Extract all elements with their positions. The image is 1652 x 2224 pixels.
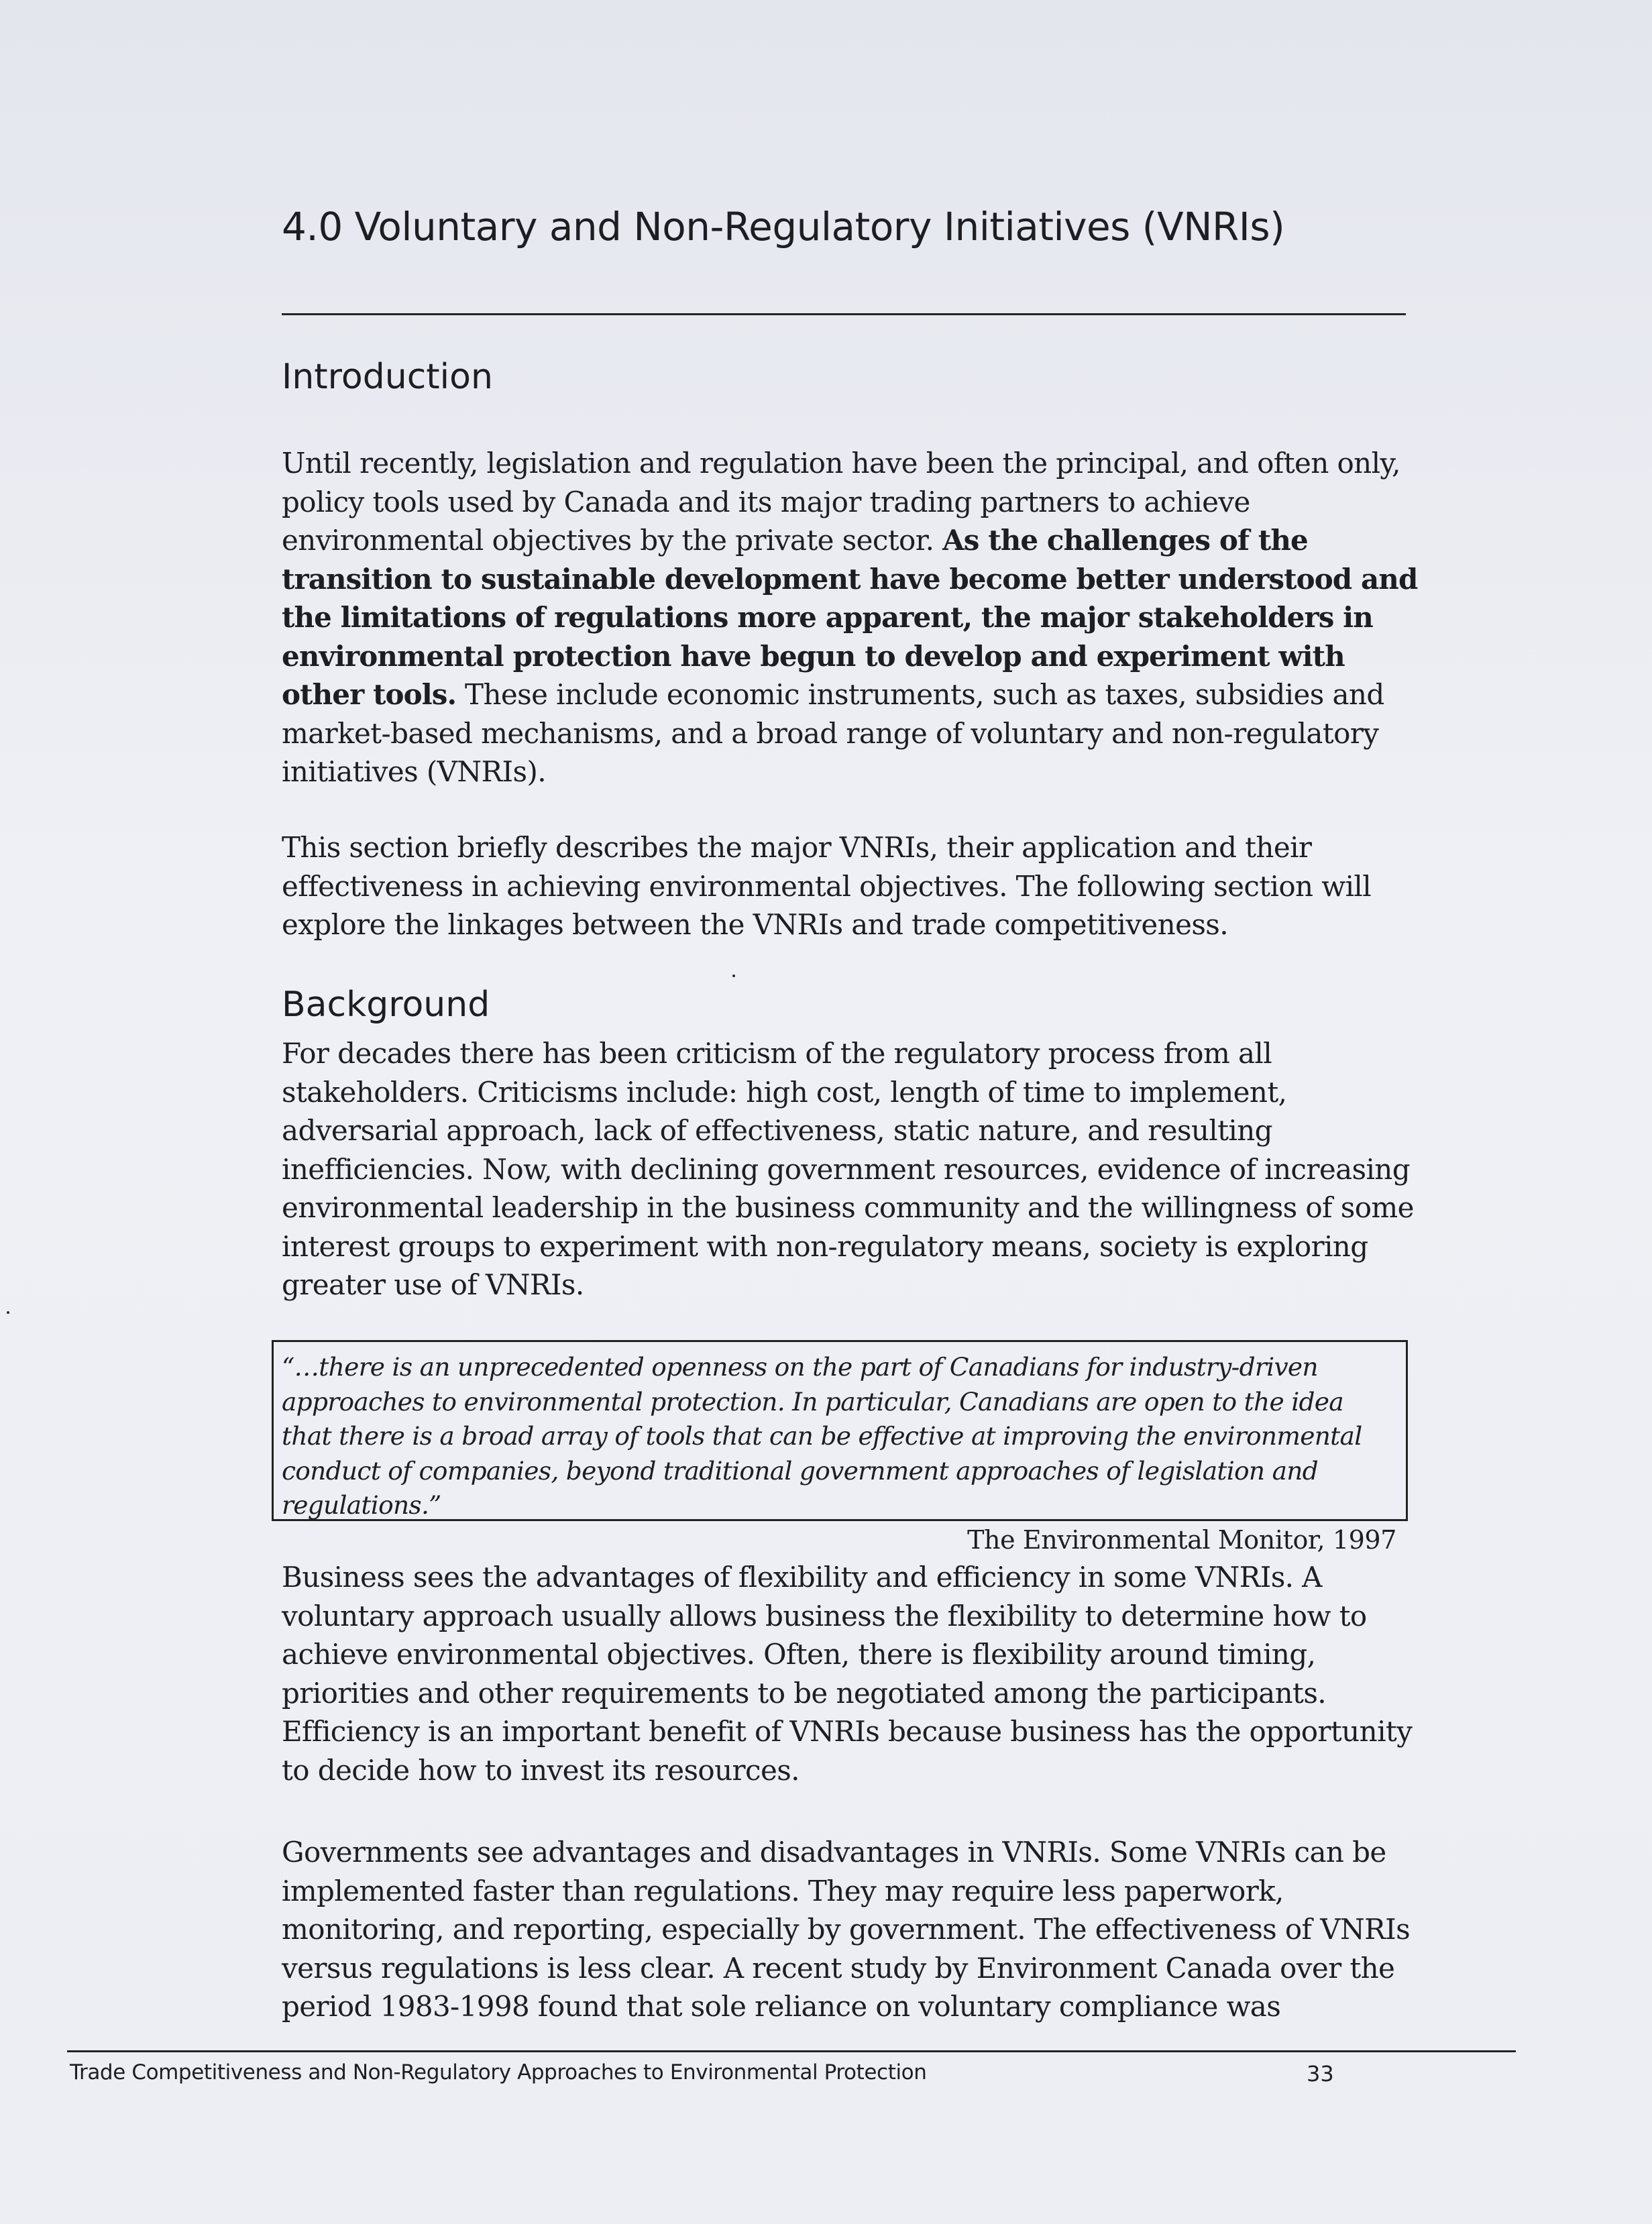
pull-quote-source: The Environmental Monitor, 1997 bbox=[967, 1524, 1396, 1555]
introduction-paragraph-1-bold: As the challenges of the transition to sustainable development have become better understood and the limitations of regulations more apparent, the major stakeholders in environmental protection have begun to develop and experiment with other tools. bbox=[282, 524, 1418, 711]
introduction-paragraph-1 bbox=[282, 444, 1422, 791]
background-paragraph-3: Governments see advantages and disadvantages in VNRIs. Some VNRIs can be implemented faster than regulations. They may require less paperwork, monitoring, and reporting, especially by government. The effectiveness of VNRIs versus regulations is less clear. A recent study by Environment Canada over the period 1983-1998 found that sole reliance on voluntary compliance was bbox=[282, 1836, 1411, 2023]
background-paragraph-2: Business sees the advantages of flexibility and efficiency in some VNRIs. A voluntary approach usually allows business the flexibility to determine how to achieve environmental objectives. Often, there is flexibility around timing, priorities and other requirements to be negotiated among the participants. Efficiency is an important benefit of VNRIs because business has the opportunity to decide how to invest its resources. bbox=[282, 1561, 1413, 1787]
scan-speck bbox=[7, 1311, 9, 1314]
section-heading-introduction: Introduction bbox=[282, 357, 493, 397]
pull-quote-text: “…there is an unprecedented openness on the part of Canadians for industry-driven approaches to environmental protection. In particular, Canadians are open to the idea that there is a broad array of tools that can be effective at improving the environmental conduct of companies, beyond traditional government approaches of legislation and regulations.” bbox=[282, 1352, 1362, 1520]
introduction-paragraph-2: This section briefly describes the major VNRIs, their application and their effectiveness in achieving environmental objectives. The following section will explore the linkages between the VNRIs and trade competitiveness. bbox=[282, 831, 1372, 941]
section-heading-background: Background bbox=[282, 985, 490, 1025]
background-paragraph-1: For decades there has been criticism of the regulatory process from all stakeholders. Criticisms include: high cost, length of time to implement, adversarial approach, lack of effectiveness, static nature, and resulting inefficiencies. Now, with declining government resources, evidence of increasing environmental leadership in the business community and the willingness of some interest groups to experiment with non-regulatory means, society is exploring greater use of VNRIs. bbox=[282, 1037, 1414, 1301]
footer-title: Trade Competitiveness and Non-Regulatory Approaches to Environmental Protection bbox=[70, 2060, 927, 2084]
scan-speck bbox=[732, 975, 735, 977]
page-number: 33 bbox=[1307, 2061, 1334, 2087]
introduction-paragraph-1-end: These include economic instruments, such as taxes, subsidies and market-based mechanisms, and a broad range of voluntary and non-regulatory initiatives (VNRIs). bbox=[282, 678, 1384, 788]
chapter-title: 4.0 Voluntary and Non-Regulatory Initiatives (VNRIs) bbox=[282, 204, 1285, 249]
introduction-paragraph-1-start: Until recently, legislation and regulation have been the principal, and often only, policy tools used by Canada and its major trading partners to achieve environmental objectives by the private sector. bbox=[282, 447, 1400, 557]
footer-rule bbox=[67, 2050, 1516, 2052]
title-underline bbox=[282, 313, 1406, 315]
pull-quote-box bbox=[272, 1340, 1408, 1555]
